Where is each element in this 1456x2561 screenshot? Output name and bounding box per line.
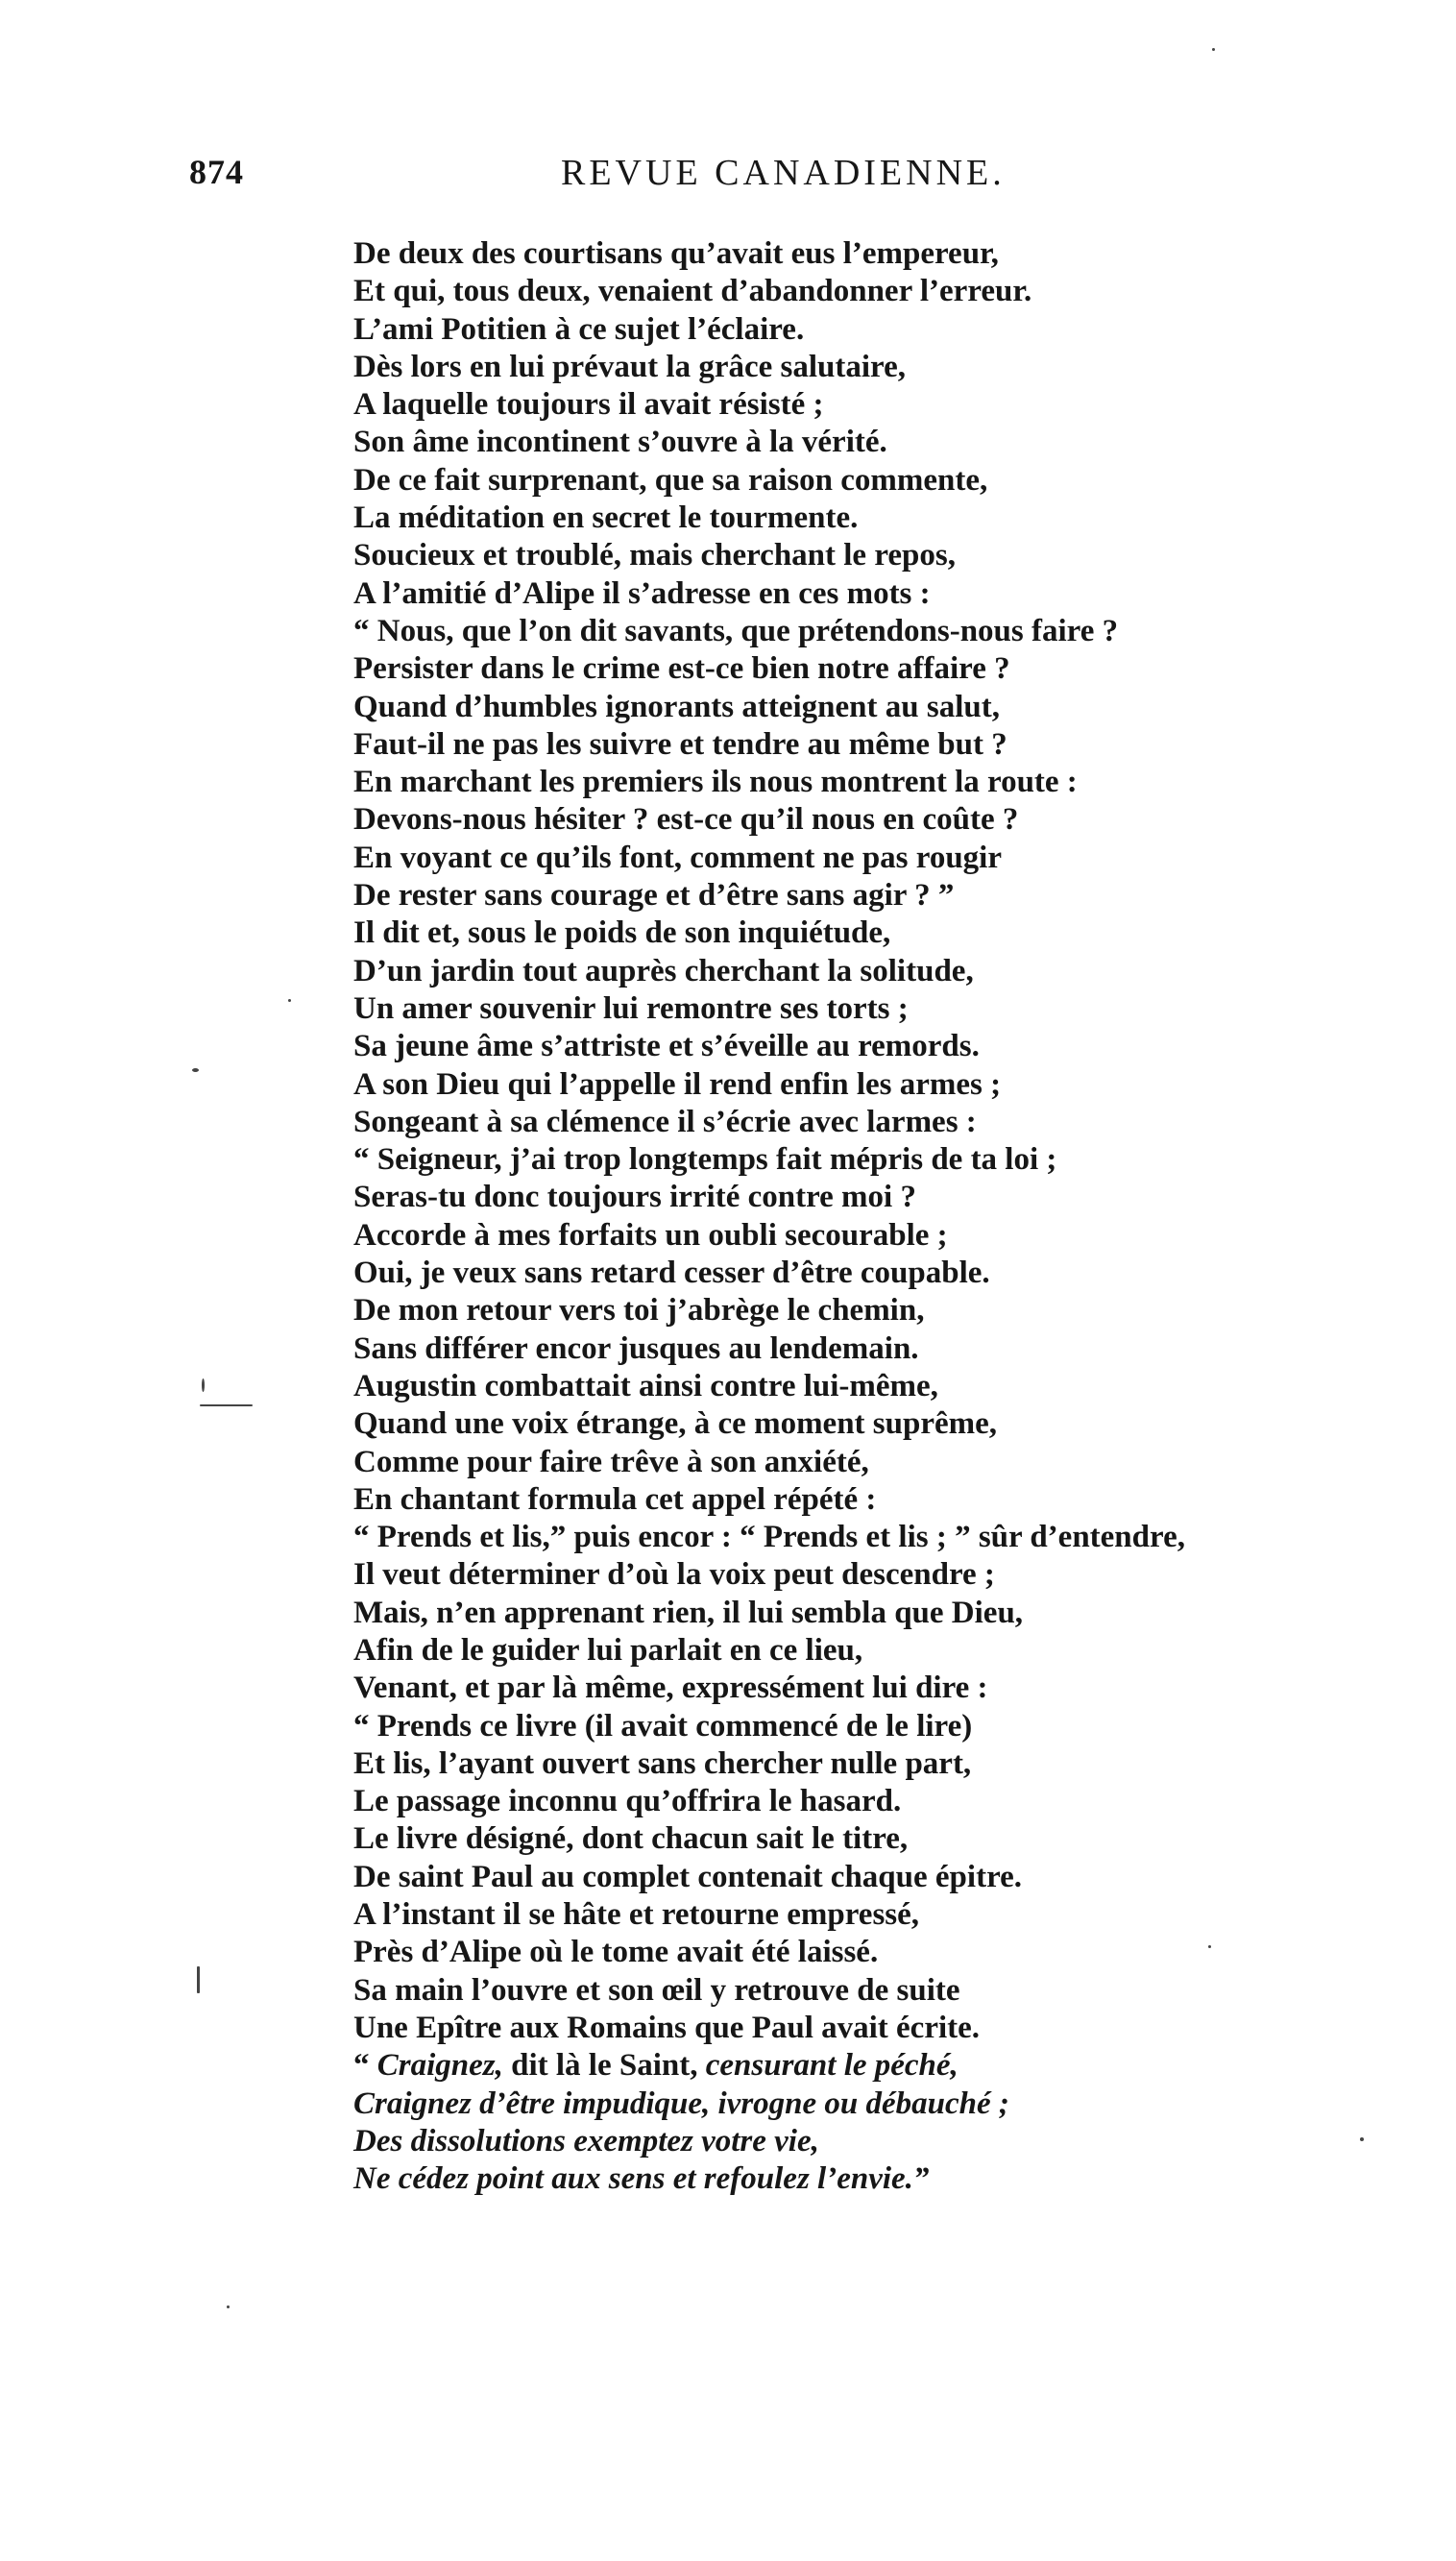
poem-line: Ne cédez point aux sens et refoulez l’envie.” [353, 2161, 930, 2197]
poem-line: Quand d’humbles ignorants atteignent au salut, [353, 689, 1000, 724]
scan-speck [288, 999, 291, 1002]
poem-line: En voyant ce qu’ils font, comment ne pas rougir [353, 840, 1002, 875]
poem-line: Songeant à sa clémence il s’écrie avec larmes : [353, 1104, 977, 1139]
poem-line: Augustin combattait ainsi contre lui-même, [353, 1368, 938, 1403]
poem-line: Faut-il ne pas les suivre et tendre au même but ? [353, 726, 1007, 762]
poem-line: Le passage inconnu qu’offrira le hasard. [353, 1784, 902, 1819]
poem-line: Et qui, tous deux, venaient d’abandonner l’erreur. [353, 274, 1032, 309]
poem-line: A l’amitié d’Alipe il s’adresse en ces mots : [353, 575, 931, 611]
poem-line: Il dit et, sous le poids de son inquiétude, [353, 915, 891, 951]
poem-line: Soucieux et troublé, mais cherchant le repos, [353, 538, 956, 573]
scan-speck [202, 1378, 205, 1392]
poem-line-fragment: censurant le péché, [705, 2048, 959, 2084]
poem-line: Sa jeune âme s’attriste et s’éveille au remords. [353, 1029, 980, 1064]
page-number: 874 [189, 153, 244, 191]
poem-line: De ce fait surprenant, que sa raison commente, [353, 462, 988, 498]
poem-line: Un amer souvenir lui remontre ses torts ; [353, 990, 909, 1026]
poem-line: D’un jardin tout auprès cherchant la solitude, [353, 953, 974, 988]
poem-line: Devons-nous hésiter ? est-ce qu’il nous en coûte ? [353, 802, 1019, 838]
poem-line: Sa main l’ouvre et son œil y retrouve de suite [353, 1972, 960, 2008]
poem-line: La méditation en secret le tourmente. [353, 500, 859, 536]
poem-line: De saint Paul au complet contenait chaque épitre. [353, 1859, 1023, 1894]
poem-line: De rester sans courage et d’être sans agir ? ” [353, 878, 955, 914]
poem-line: Son âme incontinent s’ouvre à la vérité. [353, 425, 887, 460]
scan-speck [192, 1068, 199, 1072]
poem-line: Dès lors en lui prévaut la grâce salutaire, [353, 349, 906, 384]
poem-line: En chantant formula cet appel répété : [353, 1481, 877, 1517]
poem-line [353, 2047, 1420, 2085]
poem-line: Persister dans le crime est-ce bien notre affaire ? [353, 651, 1010, 687]
poem-line-fragment: dit là le Saint, [502, 2048, 706, 2084]
scan-speck [227, 2305, 230, 2308]
poem-line: Mais, n’en apprenant rien, il lui sembla que Dieu, [353, 1595, 1024, 1630]
poem-line: En marchant les premiers ils nous montrent la route : [353, 765, 1078, 800]
poem-line: “ Prends ce livre (il avait commencé de le lire) [353, 1708, 973, 1744]
scan-speck [1360, 2137, 1364, 2141]
poem-line: Afin de le guider lui parlait en ce lieu, [353, 1632, 863, 1668]
poem-line: Une Epître aux Romains que Paul avait écrite. [353, 2010, 981, 2045]
poem-line: Le livre désigné, dont chacun sait le titre, [353, 1821, 909, 1857]
poem-line: Craignez d’être impudique, ivrogne ou débauché ; [353, 2085, 1009, 2121]
scan-speck [1208, 1945, 1211, 1948]
poem-line: A laquelle toujours il avait résisté ; [353, 387, 824, 423]
poem-line: Des dissolutions exemptez votre vie, [353, 2123, 819, 2159]
poem-line: Et lis, l’ayant ouvert sans chercher nulle part, [353, 1745, 972, 1781]
poem-line: Comme pour faire trêve à son anxiété, [353, 1444, 869, 1479]
poem-line-fragment: Craignez, [376, 2048, 503, 2084]
poem-line: Seras-tu donc toujours irrité contre moi ? [353, 1180, 916, 1215]
poem-line: Près d’Alipe où le tome avait été laissé. [353, 1935, 879, 1970]
poem-line-fragment: “ [353, 2048, 377, 2084]
scan-speck [1212, 48, 1215, 51]
poem-line: A son Dieu qui l’appelle il rend enfin les armes ; [353, 1066, 1002, 1102]
poem-line: A l’instant il se hâte et retourne empressé, [353, 1897, 920, 1933]
poem-line: Quand une voix étrange, à ce moment suprême, [353, 1406, 998, 1442]
poem-line: De deux des courtisans qu’avait eus l’empereur, [353, 236, 999, 271]
poem-line: L’ami Potitien à ce sujet l’éclaire. [353, 311, 805, 347]
scan-speck [197, 1966, 200, 1993]
poem-line: “ Prends et lis,” puis encor : “ Prends et lis ; ” sûr d’entendre, [353, 1520, 1185, 1555]
scan-speck [200, 1404, 253, 1406]
page-header [0, 152, 1456, 209]
poem-line: Venant, et par là même, expressément lui dire : [353, 1671, 988, 1706]
poem-line: De mon retour vers toi j’abrège le chemin, [353, 1293, 925, 1329]
poem-line: Accorde à mes forfaits un oubli secourable ; [353, 1217, 948, 1253]
poem-line: Oui, je veux sans retard cesser d’être coupable. [353, 1256, 990, 1291]
poem-line: Sans différer encor jusques au lendemain. [353, 1330, 919, 1366]
running-head: REVUE CANADIENNE. [561, 153, 1006, 193]
poem-body [353, 235, 1420, 2198]
poem-line: “ Seigneur, j’ai trop longtemps fait mépris de ta loi ; [353, 1142, 1057, 1178]
poem-line: Il veut déterminer d’où la voix peut descendre ; [353, 1557, 995, 1593]
poem-line: “ Nous, que l’on dit savants, que prétendons-nous faire ? [353, 613, 1119, 648]
